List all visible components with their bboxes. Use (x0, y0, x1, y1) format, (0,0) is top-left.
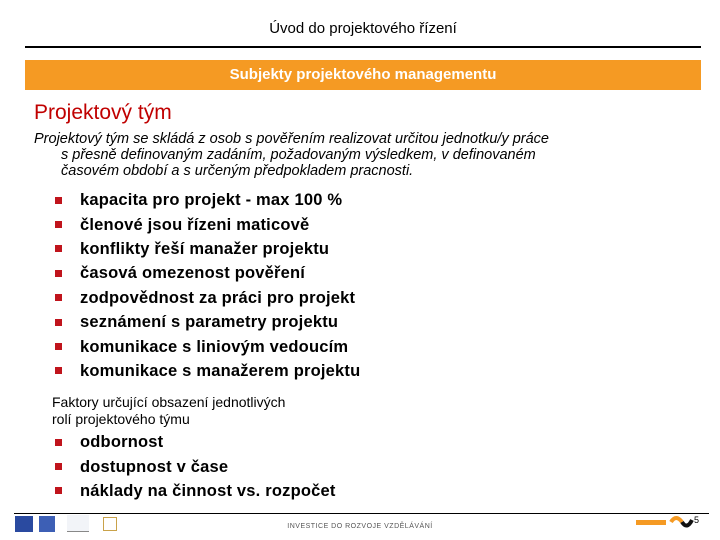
list-item (55, 237, 360, 261)
section-banner: Subjekty projektového managementu (25, 60, 701, 90)
list-item-text: konflikty řeší manažer projektu (80, 239, 330, 258)
list-item-text: dostupnost v čase (80, 457, 229, 476)
brand-swoosh-icon (669, 514, 695, 530)
bullet-square-icon (55, 463, 62, 470)
footer-divider (14, 513, 709, 514)
list-item-text: časová omezenost pověření (80, 264, 306, 283)
slide-heading: Projektový tým (34, 101, 172, 124)
bullet-square-icon (55, 439, 62, 446)
header-divider (25, 46, 701, 48)
brand-logo (636, 514, 695, 530)
list-item (55, 212, 360, 236)
list-item-text: komunikace s manažerem projektu (80, 361, 361, 380)
list-item-text: odbornost (80, 433, 164, 452)
list-item (55, 454, 336, 478)
list-item-text: zodpovědnost za práci pro projekt (80, 288, 356, 307)
factors-title-line: Faktory určující obsazení jednotlivých (52, 394, 286, 410)
page-number: 5 (694, 515, 700, 525)
intro-paragraph (34, 131, 684, 179)
brand-wordmark (636, 520, 666, 525)
list-item (55, 430, 336, 454)
intro-line: Projektový tým se skládá z osob s pověřením realizovat určitou jednotku/y práce (34, 131, 549, 147)
bullet-square-icon (55, 487, 62, 494)
list-item (55, 261, 360, 285)
list-item (55, 334, 360, 358)
list-item-text: seznámení s parametry projektu (80, 313, 339, 332)
factors-title (52, 394, 285, 428)
list-item-text: kapacita pro projekt - max 100 % (80, 191, 343, 210)
bullet-square-icon (55, 367, 62, 374)
bullet-square-icon (55, 245, 62, 252)
presentation-title: Úvod do projektového řízení (269, 20, 457, 37)
bullet-square-icon (55, 270, 62, 277)
list-item (55, 359, 360, 383)
team-characteristics-list (55, 188, 360, 383)
bullet-square-icon (55, 197, 62, 204)
list-item (55, 286, 360, 310)
list-item (55, 188, 360, 212)
factors-list (55, 430, 336, 503)
intro-line: časovém období a s určeným předpokladem pracnosti. (61, 163, 414, 179)
bullet-square-icon (55, 343, 62, 350)
list-item-text: náklady na činnost vs. rozpočet (80, 481, 336, 500)
bullet-square-icon (55, 294, 62, 301)
list-item-text: komunikace s liniovým vedoucím (80, 337, 349, 356)
list-item-text: členové jsou řízeni maticově (80, 215, 310, 234)
footer-slogan: INVESTICE DO ROZVOJE VZDĚLÁVÁNÍ (287, 523, 433, 530)
factors-title-line: rolí projektového týmu (52, 411, 190, 427)
list-item (55, 479, 336, 503)
intro-line: s přesně definovaným zadáním, požadovaným výsledkem, v definovaném (61, 147, 536, 163)
bullet-square-icon (55, 221, 62, 228)
list-item (55, 310, 360, 334)
bullet-square-icon (55, 319, 62, 326)
